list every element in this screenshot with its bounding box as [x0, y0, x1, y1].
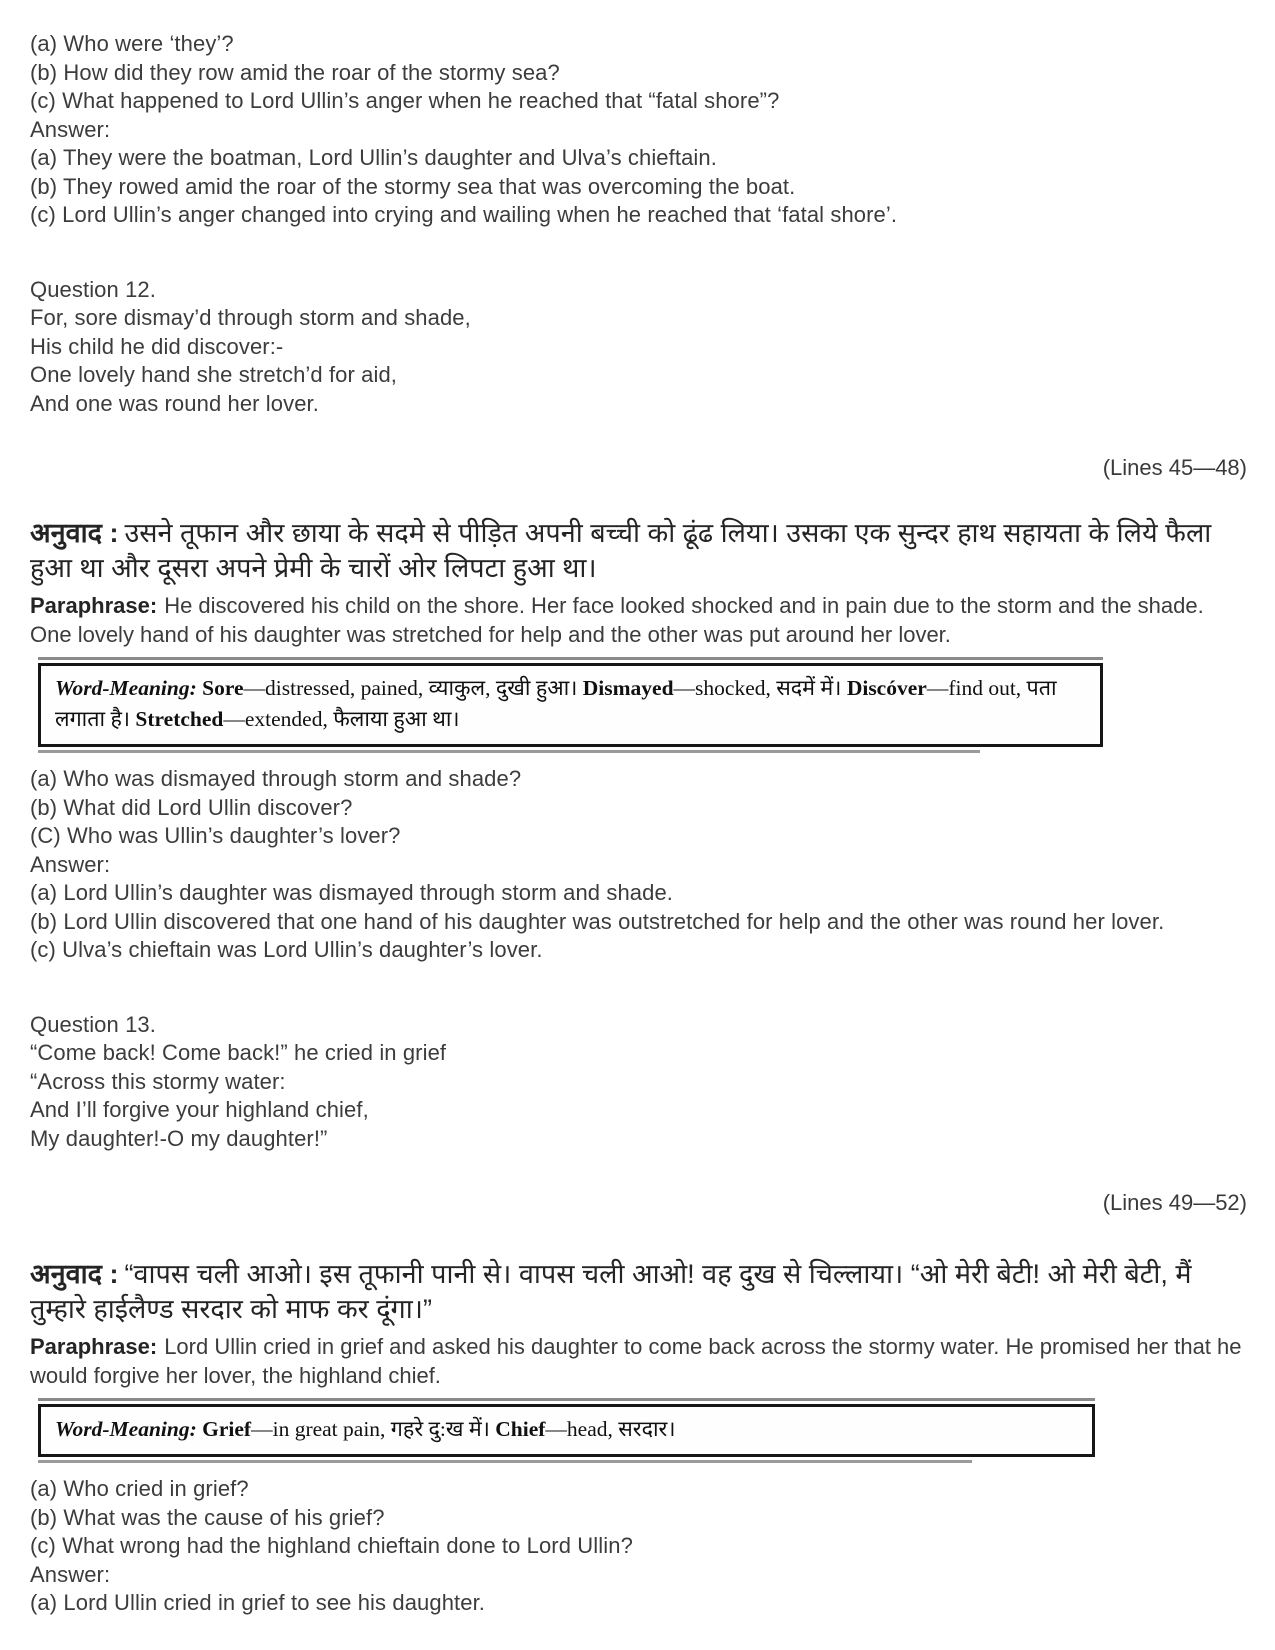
text-line: (b) What did Lord Ullin discover?	[30, 794, 353, 820]
text-line: And one was round her lover.	[30, 390, 319, 416]
q13-answers	[30, 1589, 1249, 1618]
word-meaning-definition: —extended, फैलाया हुआ था।	[223, 707, 460, 731]
word-meaning-definition: —distressed, pained, व्याकुल, दुखी हुआ।	[243, 676, 583, 700]
text-line: For, sore dismay’d through storm and shade,	[30, 305, 471, 330]
text-line: (a) Who cried in grief?	[30, 1476, 249, 1501]
word-meaning-box-q12	[38, 663, 1103, 747]
text-line: (b) Lord Ullin discovered that one hand of his daughter was outstretched for help and the other was round her lover.	[30, 908, 1165, 934]
word-meaning-definition: —find out, पता लगाता है।	[55, 676, 1057, 731]
word-meaning-term: Sore	[202, 676, 244, 700]
question-12-section	[30, 276, 1249, 419]
q12-questions	[30, 765, 1249, 851]
intro-answers	[30, 144, 1249, 230]
word-meaning-term: Grief	[202, 1417, 252, 1441]
text-line: One lovely hand she stretch’d for aid,	[30, 362, 398, 387]
word-meaning-term: Discóver	[846, 676, 927, 700]
lines-ref-45-48: (Lines 45—48)	[1102, 455, 1247, 480]
text-line: (a) Lord Ullin’s daughter was dismayed through storm and shade.	[30, 880, 674, 905]
question-13-section	[30, 1011, 1249, 1154]
paraphrase-label: Paraphrase:	[30, 593, 158, 618]
text-line: (c) What happened to Lord Ullin’s anger when he reached that “fatal shore”?	[30, 88, 780, 113]
question-13-title: Question 13.	[30, 1011, 156, 1037]
translation-q13	[30, 1257, 1249, 1327]
text-line: (b) How did they row amid the roar of the stormy sea?	[30, 59, 560, 85]
text-line: “Across this stormy water:	[30, 1068, 286, 1094]
text-line: His child he did discover:-	[30, 333, 284, 359]
text-line: (b) They rowed amid the roar of the stormy sea that was overcoming the boat.	[30, 173, 796, 199]
paraphrase-label: Paraphrase:	[30, 1334, 158, 1359]
text-line: My daughter!-O my daughter!”	[30, 1125, 328, 1151]
lines-ref-49-52: (Lines 49—52)	[1102, 1190, 1247, 1215]
text-line: (c) Ulva’s chieftain was Lord Ullin’s daughter’s lover.	[30, 937, 543, 962]
text-line: “Come back! Come back!” he cried in grief	[30, 1040, 447, 1065]
text-line: (c) Lord Ullin’s anger changed into crying and wailing when he reached that ‘fatal shore’.	[30, 202, 898, 227]
translation-label: अनुवाद :	[30, 518, 119, 548]
text-line: (a) Who were ‘they’?	[30, 31, 234, 56]
paraphrase-q12	[30, 591, 1249, 649]
word-meaning-term: Chief	[495, 1417, 546, 1441]
answer-label: Answer:	[30, 1561, 111, 1587]
paraphrase-q13	[30, 1332, 1249, 1390]
word-meaning-box-q13	[38, 1404, 1095, 1457]
text-line: (b) What was the cause of his grief?	[30, 1504, 385, 1530]
intro-questions	[30, 30, 1249, 116]
paraphrase-text: Lord Ullin cried in grief and asked his daughter to come back across the stormy water. He promised her that he would forgive her lover, the highland chief.	[30, 1334, 1242, 1388]
translation-text: उसने तूफान और छाया के सदमे से पीड़ित अपनी बच्ची को ढूंढ लिया। उसका एक सुन्दर हाथ सहायता के लिये फैला हुआ था और दूसरा अपने प्रेमी के चारों ओर लिपटा हुआ था।	[30, 518, 1212, 583]
word-meaning-term: Dismayed	[582, 676, 674, 700]
text-line: And I’ll forgive your highland chief,	[30, 1097, 369, 1122]
word-meaning-definition: —in great pain, गहरे दु:ख में।	[251, 1417, 496, 1441]
text-line: (a) Lord Ullin cried in grief to see his daughter.	[30, 1590, 486, 1615]
answer-label: Answer:	[30, 851, 111, 877]
q13-qa-section	[30, 1475, 1249, 1618]
word-meaning-label: Word-Meaning:	[55, 1417, 203, 1441]
q12-qa-section	[30, 765, 1249, 965]
translation-text: “वापस चली आओ। इस तूफानी पानी से। वापस चली आओ! वह दुख से चिल्लाया। “ओ मेरी बेटी! ओ मेरी बेटी, मैं तुम्हारे हाईलैण्ड सरदार को माफ कर दूंगा।”	[30, 1259, 1192, 1324]
text-line: (c) What wrong had the highland chieftain done to Lord Ullin?	[30, 1533, 633, 1558]
question-12-title: Question 12.	[30, 276, 156, 302]
paraphrase-text: He discovered his child on the shore. Her face looked shocked and in pain due to the storm and the shade. One lovely hand of his daughter was stretched for help and the other was put around her lover.	[30, 593, 1204, 647]
word-meaning-definition: —shocked, सदमें में।	[673, 676, 847, 700]
translation-q12	[30, 516, 1249, 586]
word-meaning-definition: —head, सरदार।	[545, 1417, 676, 1441]
text-line: (a) They were the boatman, Lord Ullin’s daughter and Ulva’s chieftain.	[30, 145, 717, 170]
word-meaning-term: Stretched	[135, 707, 224, 731]
q12-answers	[30, 879, 1249, 965]
translation-label: अनुवाद :	[30, 1259, 119, 1289]
question-13-poem	[30, 1039, 1249, 1153]
text-line: (C) Who was Ullin’s daughter’s lover?	[30, 823, 401, 848]
intro-qa-section	[30, 30, 1249, 230]
text-line: (a) Who was dismayed through storm and shade?	[30, 766, 522, 791]
answer-label: Answer:	[30, 116, 111, 142]
question-12-poem	[30, 304, 1249, 418]
word-meaning-label: Word-Meaning:	[55, 676, 203, 700]
q13-questions	[30, 1475, 1249, 1561]
